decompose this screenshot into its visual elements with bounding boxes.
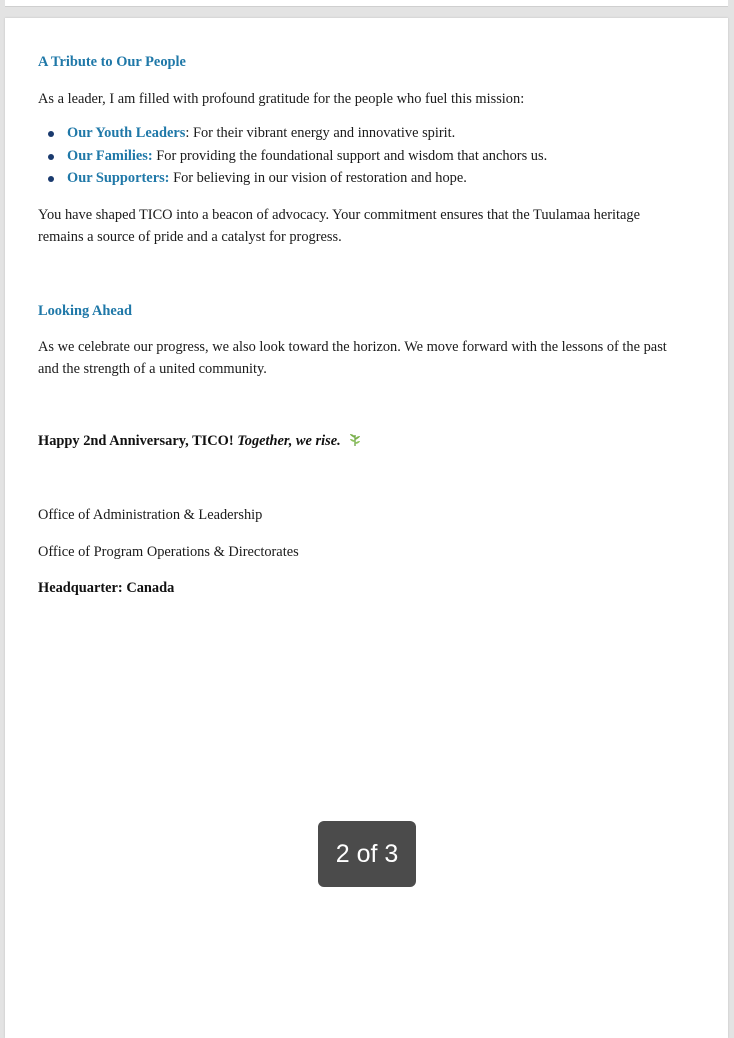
- bullet-icon: [48, 154, 54, 160]
- anniversary-line: [38, 430, 362, 454]
- tribute-list: [38, 122, 547, 190]
- tribute-closing: You have shaped TICO into a beacon of advocacy. Your commitment ensures that the Tuulamaa heritage remains a source of pride and a catalyst for progress.: [38, 207, 641, 245]
- sprout-icon: [348, 432, 362, 454]
- previous-page-edge: [5, 0, 728, 7]
- office-administration: Office of Administration & Leadership: [38, 507, 263, 523]
- list-item-text: For believing in our vision of restoration and hope.: [169, 170, 467, 186]
- office-operations: Office of Program Operations & Directorates: [38, 544, 299, 560]
- list-item-term: Our Supporters:: [67, 170, 170, 186]
- list-item: [38, 145, 547, 168]
- tribute-heading: A Tribute to Our People: [38, 54, 186, 70]
- anniversary-motto: Together, we rise.: [237, 433, 341, 449]
- bullet-icon: [48, 131, 54, 137]
- list-item-text: For providing the foundational support and wisdom that anchors us.: [152, 147, 548, 164]
- list-item-term: Our Youth Leaders: [67, 125, 186, 141]
- page-indicator: 2 of 3: [318, 821, 416, 887]
- looking-ahead-heading: Looking Ahead: [38, 303, 132, 319]
- list-item: [38, 122, 547, 145]
- tribute-intro: As a leader, I am filled with profound gratitude for the people who fuel this mission:: [38, 91, 525, 107]
- list-item-term: Our Families:: [67, 147, 153, 164]
- headquarter-label: Headquarter: Canada: [38, 580, 175, 596]
- list-item: [38, 167, 547, 190]
- looking-ahead-text: As we celebrate our progress, we also look toward the horizon. We move forward with the lessons of the past and the strength of a united community.: [38, 339, 667, 377]
- list-item-text: : For their vibrant energy and innovative spirit.: [185, 125, 456, 141]
- anniversary-greeting: Happy 2nd Anniversary, TICO!: [38, 433, 234, 449]
- bullet-icon: [48, 176, 54, 182]
